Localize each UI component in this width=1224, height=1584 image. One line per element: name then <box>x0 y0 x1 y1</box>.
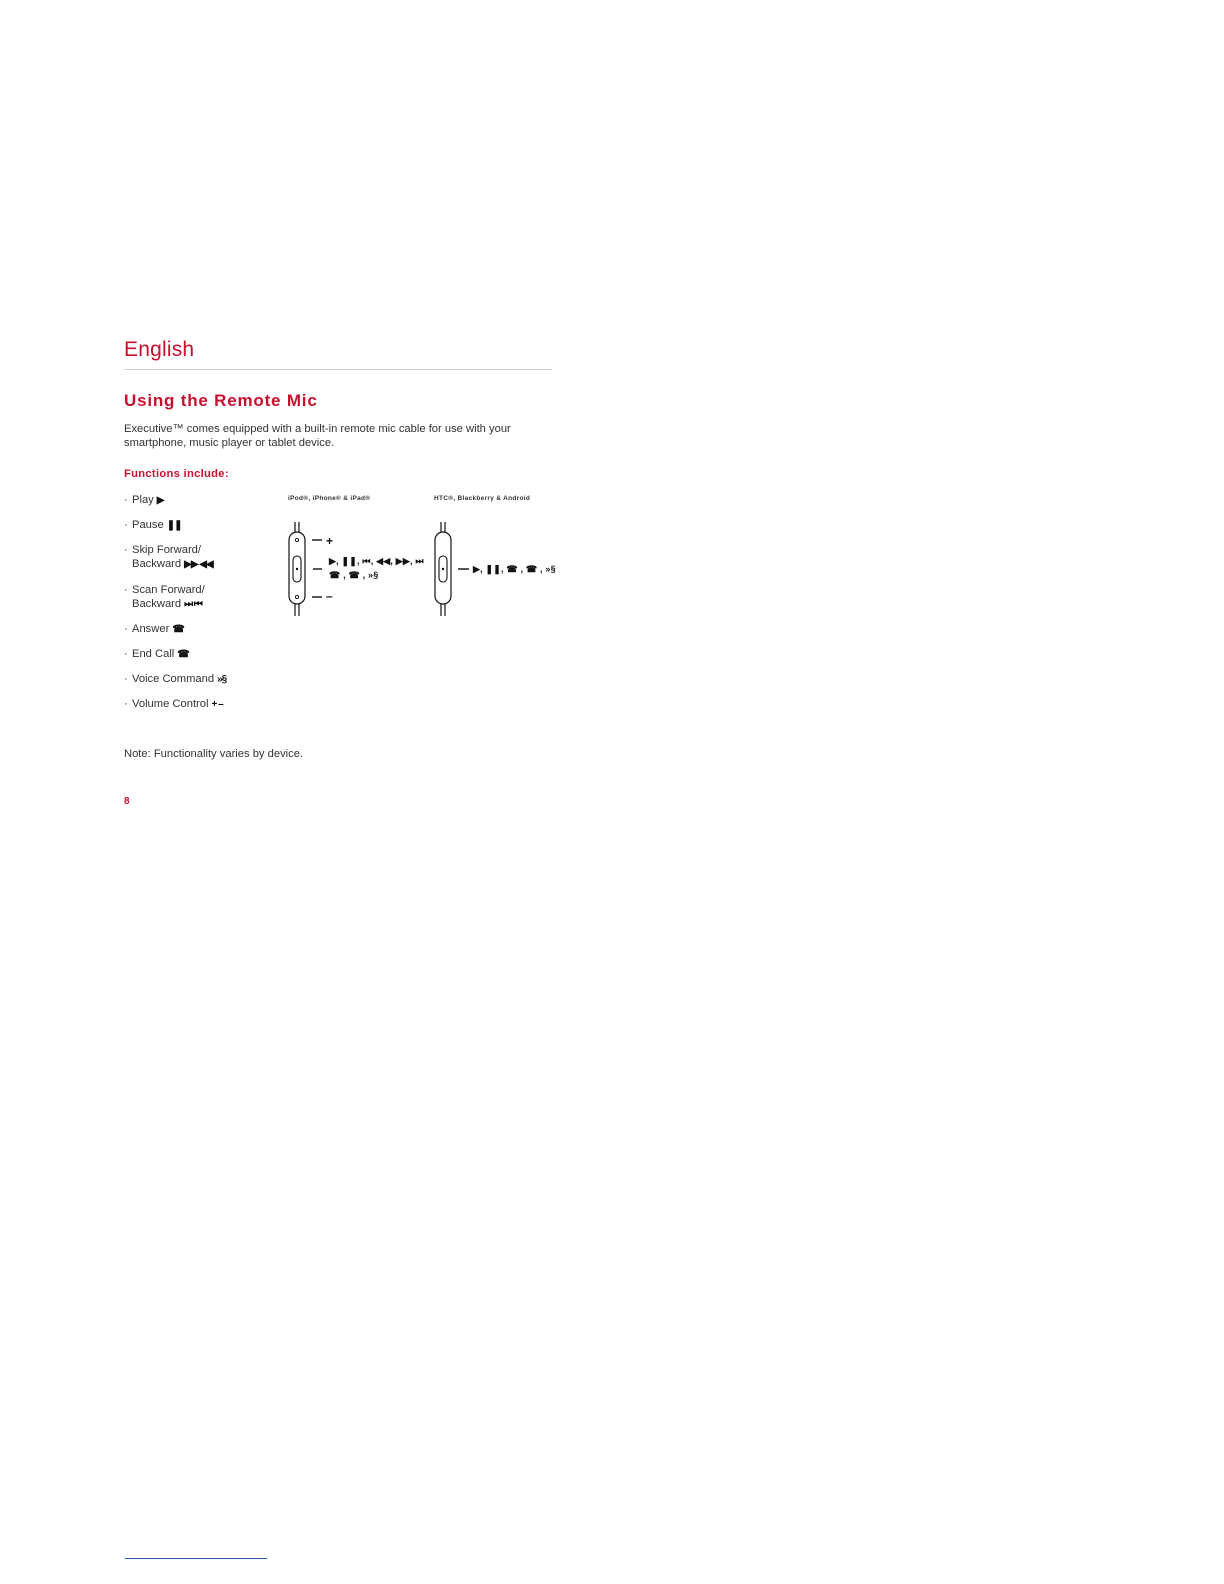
list-item-pause: · Pause ❚❚ <box>124 519 182 531</box>
scan-label: Scan Forward/ <box>132 584 205 596</box>
android-center-functions: ▶, ❚❚, ☎ , ☎ , »§ <box>473 564 556 574</box>
list-item-volume: · Volume Control + – <box>124 698 223 710</box>
phone-icon: ☎ <box>177 649 189 660</box>
list-item-play: · Play ▶ <box>124 494 164 506</box>
section-title: Using the Remote Mic <box>124 391 318 410</box>
apple-diagram-caption: iPod®, iPhone® & iPad® <box>288 495 371 502</box>
voice-command-icon: »§ <box>217 674 227 685</box>
intro-line-1: Executive™ comes equipped with a built-in remote mic cable for use with your <box>124 423 511 435</box>
list-item-voice: · Voice Command »§ <box>124 673 227 685</box>
skip-label-2: Backward <box>132 558 182 570</box>
answer-label: Answer <box>132 623 170 635</box>
apple-remote-diagram <box>284 518 324 618</box>
pause-label: Pause <box>132 519 164 531</box>
voice-label: Voice Command <box>132 673 215 685</box>
volume-icon: + – <box>211 699 223 710</box>
scan-label-2: Backward <box>132 598 182 610</box>
pause-icon: ❚❚ <box>166 520 182 531</box>
phone-icon: ☎ <box>172 624 184 635</box>
scan-icon: ⏭ ⏮ <box>184 599 202 610</box>
volume-label: Volume Control <box>132 698 209 710</box>
list-item-skip: · Skip Forward/ Backward ▶▶ ◀◀ <box>124 544 213 570</box>
intro-line-2: smartphone, music player or tablet device. <box>124 437 335 449</box>
play-icon: ▶ <box>156 495 164 506</box>
bottom-link-underline <box>125 1558 267 1559</box>
list-item-scan: · Scan Forward/ Backward ⏭ ⏮ <box>124 584 205 610</box>
volume-down-icon: – <box>326 589 333 603</box>
apple-center-functions-2: ☎ , ☎ , »§ <box>329 570 379 580</box>
functions-heading: Functions include: <box>124 468 229 480</box>
list-item-end-call: · End Call ☎ <box>124 648 189 660</box>
android-diagram-caption: HTC®, Blackberry & Android <box>434 495 531 502</box>
volume-up-icon: + <box>326 534 334 548</box>
page-number: 8 <box>124 796 130 807</box>
skip-label: Skip Forward/ <box>132 544 202 556</box>
apple-center-functions: ▶, ❚❚, ⏮, ◀◀, ▶▶, ⏭ <box>329 556 424 566</box>
list-item-answer: · Answer ☎ <box>124 623 184 635</box>
end-call-label: End Call <box>132 648 175 660</box>
heading-divider <box>124 369 552 370</box>
functionality-note: Note: Functionality varies by device. <box>124 748 304 760</box>
intro-paragraph <box>124 422 554 450</box>
play-label: Play <box>132 494 154 506</box>
android-remote-diagram <box>429 518 471 618</box>
skip-icon: ▶▶ ◀◀ <box>184 559 213 570</box>
language-heading: English <box>124 338 195 361</box>
